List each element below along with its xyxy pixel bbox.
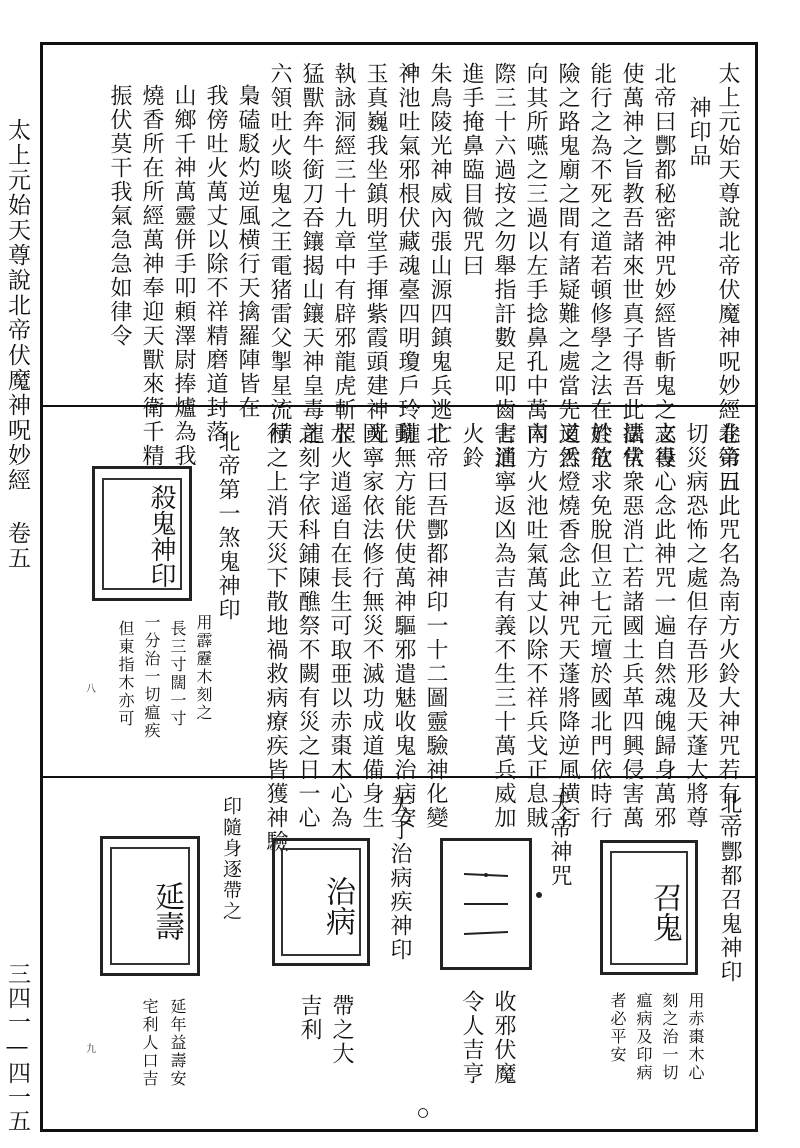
seal-caption-line: 一分治一切瘟疾 [142, 614, 161, 740]
text-column: 太上元始天尊說北帝伏魔神呪妙經卷第五 [715, 62, 740, 494]
ink-dot [536, 892, 542, 898]
text-column: 道然燈燒香念此神咒天蓬將降逆風横行 [555, 422, 580, 830]
text-column: 攝伏衆惡消亡若諸國土兵革四興侵害萬 [619, 422, 644, 830]
punctuation-circle [406, 64, 416, 74]
text-column: 際三十六過按之勿舉指訐數足叩齒七通 [491, 62, 516, 470]
text-column: 切災病恐怖之處但存吾形及天蓬大將尊 [683, 422, 708, 830]
seal-caption-line: 吉利 [297, 994, 322, 1042]
text-column: 能行之為不死之道若頓修學之法在於危 [587, 62, 612, 470]
text-column: 北帝曰吾酆都神印一十二圖靈驗神化變 [423, 422, 448, 830]
seal-caption-line: 但東指木亦可 [116, 620, 135, 728]
seal-title: 印隨身逐帶之 [220, 796, 242, 922]
seal-glyphs: 殺鬼神印 [102, 478, 182, 590]
page-mark: 九 [86, 1044, 96, 1055]
text-column: 南方火池吐氣萬丈以除不祥兵戈正息賊 [523, 422, 548, 830]
text-column: 神池吐氣邪根伏藏魂臺四明瓊戶玲瓏 [395, 62, 420, 446]
margin-book-title: 太上元始天尊說北帝伏魔神呪妙經 卷五 [4, 118, 30, 571]
seal-title: 天帝神咒 [547, 792, 572, 888]
demon-killing-seal [92, 466, 192, 601]
text-column: 行之上消天災下散地禍救病療疾皆獲神驗 [263, 422, 288, 854]
seal-lines [456, 854, 516, 954]
text-column: 進手掩鼻臨目微咒曰 [459, 62, 484, 278]
seal-glyphs: 延壽 [110, 847, 190, 965]
text-column: 害消寧返凶為吉有義不生三十萬兵威加 [491, 422, 516, 830]
heavenly-emperor-seal [440, 838, 532, 970]
seal-caption-line: 宅利人口吉 [140, 998, 159, 1088]
text-column: 使萬神之旨教吾諸來世真子得吾此法常 [619, 62, 644, 470]
seal-caption-line: 瘟病及印病 [634, 992, 653, 1082]
text-column: 梟磕駁灼逆風横行天擒羅陣皆在 [235, 84, 260, 420]
longevity-seal [100, 836, 200, 976]
seal-glyphs: 召鬼 [610, 851, 688, 965]
text-column: 朱鳥陵光神威內張山源四鎮鬼兵逃亡 [427, 62, 452, 446]
seal-caption-line: 用赤棗木心 [686, 992, 705, 1082]
seal-title: 北帝酆都召鬼神印 [717, 792, 742, 984]
seal-caption-line: 用霹靂木刻之 [194, 614, 213, 722]
text-column: 水火逍遥自在長生可取亜以赤棗木心為 [327, 422, 352, 830]
text-column: 我傍吐火萬丈以除不祥精磨道封落 [203, 84, 228, 444]
text-column: 姓欲求免脫但立七元壇於國北門依時行 [587, 422, 612, 830]
seal-caption-line: 者必平安 [608, 992, 627, 1064]
seal-title: 天丁治病疾神印 [387, 794, 412, 962]
summon-ghost-seal [600, 840, 698, 975]
page-mark: 八 [86, 684, 96, 695]
seal-caption-line: 刻之治一切 [660, 992, 679, 1082]
text-column: 六領吐火啖鬼之王電猪雷父掣星流横 [267, 62, 292, 446]
text-column: 燒香所在所經萬神奉迎天獸來衛千精 [139, 84, 164, 468]
seal-glyphs: 治病 [281, 848, 361, 956]
text-column: 執詠洞經三十九章中有辟邪龍虎斬罡 [331, 62, 356, 446]
text-column: 山鄉千神萬靈併手叩頼澤尉捧爐為我 [171, 84, 196, 468]
seal-caption-line: 長三寸闊一寸 [168, 620, 187, 728]
seal-caption-line: 帶之大 [329, 994, 354, 1066]
text-column: 動無方能伏使萬神驅邪遣魅收鬼治病安 [391, 422, 416, 830]
text-column: 神印品 [686, 96, 711, 168]
text-column: 志專心念此神咒一遍自然魂魄歸身萬邪 [651, 422, 676, 830]
punctuation-circle [418, 1108, 428, 1118]
text-column: 之刻字依科鋪陳醮祭不闕有災之日一心 [295, 422, 320, 830]
text-column: 猛獸奔牛銜刀吞鑲揭山鑲天神皇毒龍 [299, 62, 324, 446]
text-column: 北帝曰此咒名為南方火鈴大神咒若有一 [715, 422, 740, 830]
text-column: 國寧家依法修行無災不滅功成道備身生 [359, 422, 384, 830]
text-column: 向其所嚥之三過以左手捻鼻孔中萬內 [523, 62, 548, 446]
seal-caption-line: 收邪伏魔 [491, 990, 516, 1086]
margin-page-numbers: 三四一—四一五 [4, 962, 30, 1133]
text-column: 振伏莫干我氣急急如律令 [107, 84, 132, 348]
heal-disease-seal [272, 838, 370, 966]
text-column: 玉真巍我坐鎮明堂手揮紫霞頭建神光 [363, 62, 388, 446]
text-column: 險之路鬼廟之間有諸疑難之處當先叉舌 [555, 62, 580, 470]
seal-caption-line: 延年益壽安 [168, 998, 187, 1088]
text-column: 火鈴 [459, 422, 484, 470]
text-column: 北帝曰酆都秘密神咒妙經皆斬鬼之文役 [651, 62, 676, 470]
seal-caption-line: 令人吉亨 [459, 990, 484, 1086]
seal-title: 北帝第一煞鬼神印 [215, 430, 240, 622]
